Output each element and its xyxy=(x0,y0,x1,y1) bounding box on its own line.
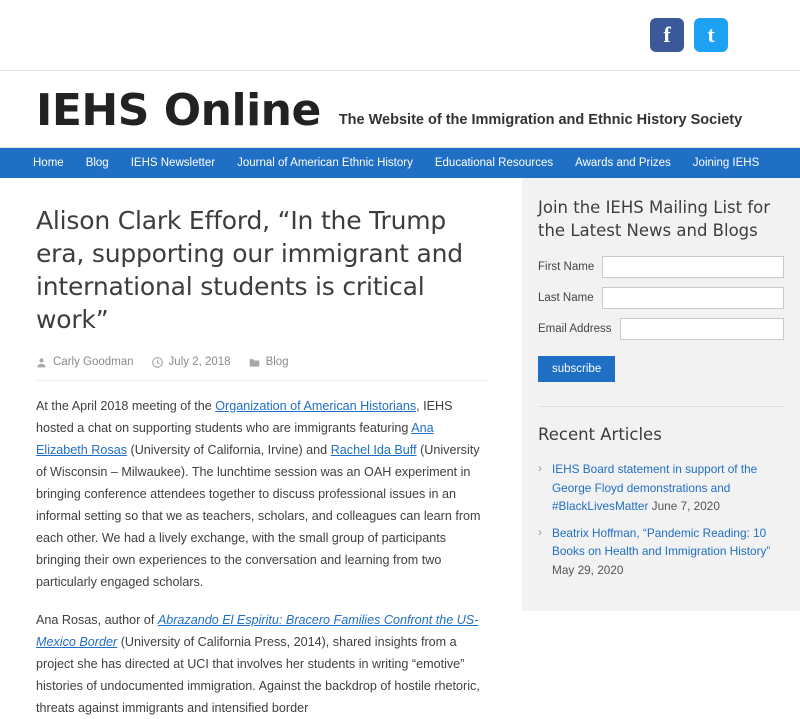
list-item xyxy=(538,460,784,515)
post-date xyxy=(152,356,231,368)
site-title[interactable]: IEHS Online xyxy=(36,85,321,136)
p2-text-2: (University of California Press, 2014), shared insights from a project she has directed at UCI that involves her students in writing “emotive” histories of undocumented immigration. Against the backdrop of hostile rhetoric, threats against immigrants and intensified border xyxy=(36,635,480,716)
post-author-label[interactable]: Carly Goodman xyxy=(53,356,134,368)
recent-article-date-1: June 7, 2020 xyxy=(651,498,720,513)
twitter-glyph: t xyxy=(707,22,715,47)
nav-item-educational-resources[interactable]: Educational Resources xyxy=(434,157,554,169)
folder-icon xyxy=(249,357,260,368)
twitter-icon[interactable] xyxy=(694,18,728,52)
clock-icon xyxy=(152,357,163,368)
post-author xyxy=(36,356,134,368)
link-rachel-ida-buff[interactable]: Rachel Ida Buff xyxy=(330,443,417,458)
first-name-field[interactable] xyxy=(602,256,784,278)
recent-articles-title: Recent Articles xyxy=(538,425,662,445)
p1-text-1: At the April 2018 meeting of the xyxy=(36,399,216,413)
first-name-row xyxy=(538,256,784,278)
last-name-label: Last Name xyxy=(538,292,594,305)
post-category-label[interactable]: Blog xyxy=(265,356,289,368)
paragraph-1 xyxy=(36,395,488,593)
mailing-list-title: Join the IEHS Mailing List for the Latest News and Blogs xyxy=(538,198,771,241)
first-name-label: First Name xyxy=(538,261,595,274)
link-organization-of-american-historians[interactable]: Organization of American Historians xyxy=(215,399,417,413)
recent-article-date-2: May 29, 2020 xyxy=(552,562,624,577)
post-date-label: July 2, 2018 xyxy=(168,356,231,368)
sidebar-divider xyxy=(538,406,784,407)
nav-item-journal-of-american-ethnic-history[interactable]: Journal of American Ethnic History xyxy=(237,157,413,169)
facebook-icon[interactable] xyxy=(650,18,684,52)
post-meta xyxy=(36,356,488,381)
nav-item-awards-and-prizes[interactable]: Awards and Prizes xyxy=(575,157,671,169)
email-field[interactable] xyxy=(620,318,784,340)
paragraph-2 xyxy=(36,609,488,719)
nav-item-blog[interactable]: Blog xyxy=(85,157,109,169)
email-row xyxy=(538,318,784,340)
nav-item-iehs-newsletter[interactable]: IEHS Newsletter xyxy=(130,157,216,169)
link-ana-elizabeth-rosas[interactable]: Ana Elizabeth Rosas xyxy=(36,421,434,458)
subscribe-button[interactable]: subscribe xyxy=(538,356,615,382)
user-icon xyxy=(36,357,47,368)
nav-item-joining-iehs[interactable]: Joining IEHS xyxy=(692,157,760,169)
site-header xyxy=(0,70,800,148)
sidebar xyxy=(522,178,800,611)
p1-text-4: (University of Wisconsin – Milwaukee). The lunchtime session was an OAH experiment in bringing conference attendees together to discuss professional issues in an informal setting so that we as teachers, scholars, and colleagues can learn from each other. We had a lively exchange, with the small group of participants bringing their own experiences to the conversation and learning from two particularly engaged scholars. xyxy=(36,443,481,590)
p2-text-1: Ana Rosas, author of xyxy=(36,613,158,628)
recent-articles-list xyxy=(538,460,784,579)
article-column xyxy=(0,178,522,716)
nav-item-home[interactable]: Home xyxy=(33,157,64,169)
page-title: Alison Clark Efford, “In the Trump era, supporting our immigrant and international students is critical work” xyxy=(36,206,463,334)
page-body xyxy=(0,178,800,716)
list-item xyxy=(538,524,784,579)
recent-article-link-1[interactable]: IEHS Board statement in support of the George Floyd demonstrations and #BlackLivesMatter xyxy=(552,462,758,513)
p1-text-3: (University of California, Irvine) and xyxy=(127,443,331,458)
recent-articles-widget xyxy=(538,423,784,579)
email-label: Email Address xyxy=(538,323,612,336)
link-abrazando-el-espiritu[interactable]: Abrazando El Espiritu: Bracero Families Confront the US-Mexico Border xyxy=(36,613,479,650)
recent-article-link-2[interactable]: Beatrix Hoffman, “Pandemic Reading: 10 Books on Health and Immigration History” xyxy=(552,526,771,559)
main-navigation xyxy=(0,148,800,178)
social-bar xyxy=(0,0,800,70)
facebook-glyph: f xyxy=(663,22,671,47)
last-name-field[interactable] xyxy=(602,287,784,309)
post-category xyxy=(249,356,289,368)
post-body xyxy=(36,395,488,719)
site-tagline: The Website of the Immigration and Ethnic History Society xyxy=(338,112,743,128)
last-name-row xyxy=(538,287,784,309)
p1-text-2: , IEHS hosted a chat on supporting students who are immigrants featuring xyxy=(36,399,453,436)
mailing-list-widget xyxy=(538,196,784,382)
